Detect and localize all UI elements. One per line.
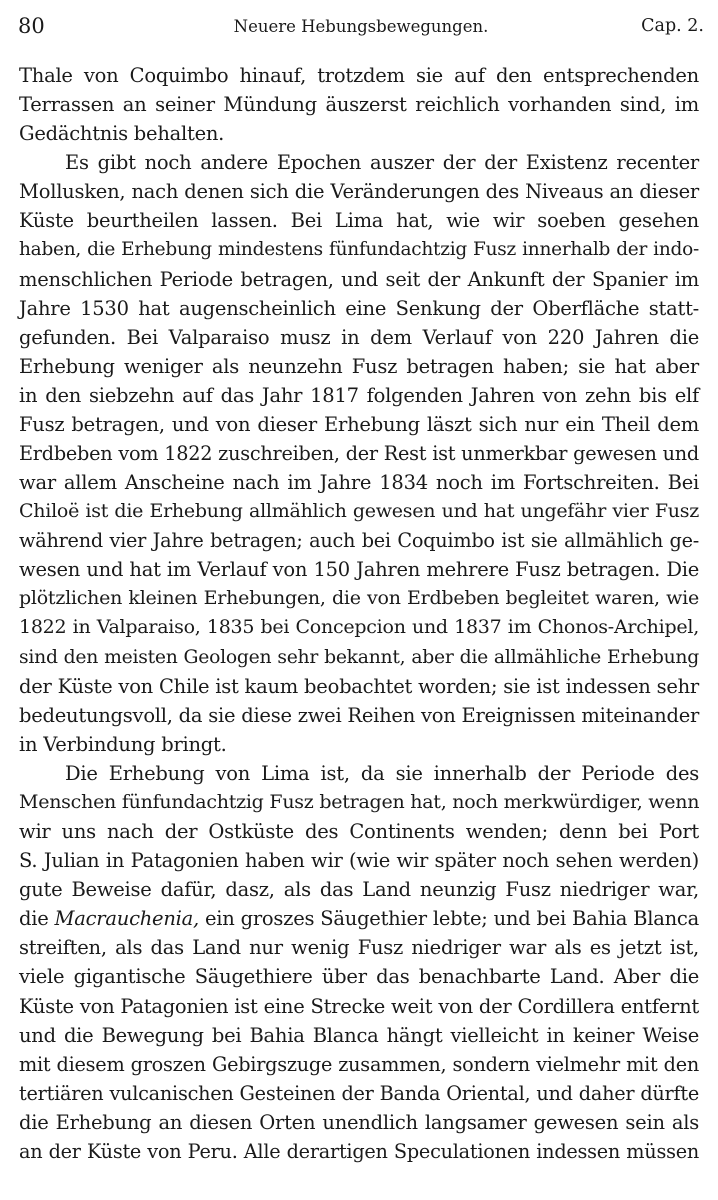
text-line: wesen und hat im Verlauf von 150 Jahren mehrere Fusz betragen. Die xyxy=(19,558,699,582)
text-line: gute Beweise dafür, dasz, als das Land neunzig Fusz niedriger war, xyxy=(19,878,699,902)
text-line: in Verbindung bringt. xyxy=(19,732,227,756)
text-line: Fusz betragen, und von dieser Erhebung läszt sich nur ein Theil dem xyxy=(19,412,699,436)
text-line: an der Küste von Peru. Alle derartigen Speculationen indessen müssen xyxy=(19,1139,699,1163)
text-line: haben, die Erhebung mindestens fünfundachtzig Fusz innerhalb der indo- xyxy=(19,239,699,261)
chapter-label: Cap. 2. xyxy=(641,16,704,36)
text-line: Terrassen an seiner Mündung äuszerst reichlich vorhanden sind, im xyxy=(19,93,699,117)
text-line: Mollusken, nach denen sich die Veränderungen des Niveaus an dieser xyxy=(19,180,699,204)
text-line-with-italic xyxy=(19,904,699,933)
text-line: sind den meisten Geologen sehr bekannt, aber die allmähliche Erhebung xyxy=(19,646,699,668)
text-line: 1822 in Valparaiso, 1835 bei Concepcion und 1837 im Chonos-Archipel, xyxy=(19,616,699,639)
page-number: 80 xyxy=(18,14,45,38)
text-line: Chiloë ist die Erhebung allmählich gewesen und hat ungefähr vier Fusz xyxy=(19,500,699,523)
text-line: Gedächtnis behalten. xyxy=(19,122,225,146)
text-line: menschlichen Periode betragen, und seit der Ankunft der Spanier im xyxy=(19,267,699,291)
text-line: tertiären vulcanischen Gesteinen der Banda Oriental, und daher dürfte xyxy=(19,1081,699,1105)
text-line: Menschen fünfundachtzig Fusz betragen hat, noch merkwürdiger, wenn xyxy=(19,790,700,813)
text-line: in den siebzehn auf das Jahr 1817 folgenden Jahren von zehn bis elf xyxy=(19,383,699,407)
text-line: Küste beurtheilen lassen. Bei Lima hat, wie wir soeben gesehen xyxy=(19,209,699,233)
text-line: bedeutungsvoll, da sie diese zwei Reihen von Ereignissen miteinander xyxy=(19,703,700,727)
text-line: war allem Anscheine nach im Jahre 1834 noch im Fortschreiten. Bei xyxy=(19,471,699,495)
text-line: mit diesem groszen Gebirgszuge zusammen, sondern vielmehr mit den xyxy=(19,1052,699,1076)
running-title: Neuere Hebungsbewegungen. xyxy=(233,17,489,36)
text-line: viele gigantische Säugethiere über das benachbarte Land. Aber die xyxy=(19,965,699,989)
body-text xyxy=(19,61,699,1166)
italic-term: Macrauchenia, xyxy=(54,907,199,931)
text-segment: die xyxy=(19,907,55,931)
text-line: Es gibt noch andere Epochen auszer der der Existenz recenter xyxy=(65,151,699,175)
text-line: Erdbeben vom 1822 zuschreiben, der Rest ist unmerkbar gewesen und xyxy=(19,442,699,466)
text-line: Thale von Coquimbo hinauf, trotzdem sie auf den entsprechenden xyxy=(19,64,699,87)
text-line: Die Erhebung von Lima ist, da sie innerhalb der Periode des xyxy=(65,761,699,785)
text-line: wir uns nach der Ostküste des Continents wenden; denn bei Port xyxy=(19,820,699,844)
text-line: S. Julian in Patagonien haben wir (wie wir später noch sehen werden) xyxy=(19,849,699,873)
text-line: während vier Jahre betragen; auch bei Coquimbo ist sie allmählich ge- xyxy=(19,529,699,553)
text-line: der Küste von Chile ist kaum beobachtet worden; sie ist indessen sehr xyxy=(19,674,699,698)
text-line: die Erhebung an diesen Orten unendlich langsamer gewesen sein als xyxy=(19,1110,699,1134)
text-line: streiften, als das Land nur wenig Fusz niedriger war als es jetzt ist, xyxy=(19,936,699,960)
text-line: gefunden. Bei Valparaiso musz in dem Verlauf von 220 Jahren die xyxy=(19,325,699,349)
text-line: und die Bewegung bei Bahia Blanca hängt vielleicht in keiner Weise xyxy=(19,1023,699,1047)
text-segment: ein groszes Säugethier lebte; und bei Bahia Blanca xyxy=(198,907,699,931)
text-line: plötzlichen kleinen Erhebungen, die von Erdbeben begleitet waren, wie xyxy=(19,587,699,610)
running-header xyxy=(18,14,704,42)
text-line: Jahre 1530 hat augenscheinlich eine Senkung der Oberfläche statt- xyxy=(19,296,699,320)
text-line: Erhebung weniger als neunzehn Fusz betragen haben; sie hat aber xyxy=(19,354,699,378)
text-line: Küste von Patagonien ist eine Strecke weit von der Cordillera entfernt xyxy=(19,994,699,1018)
